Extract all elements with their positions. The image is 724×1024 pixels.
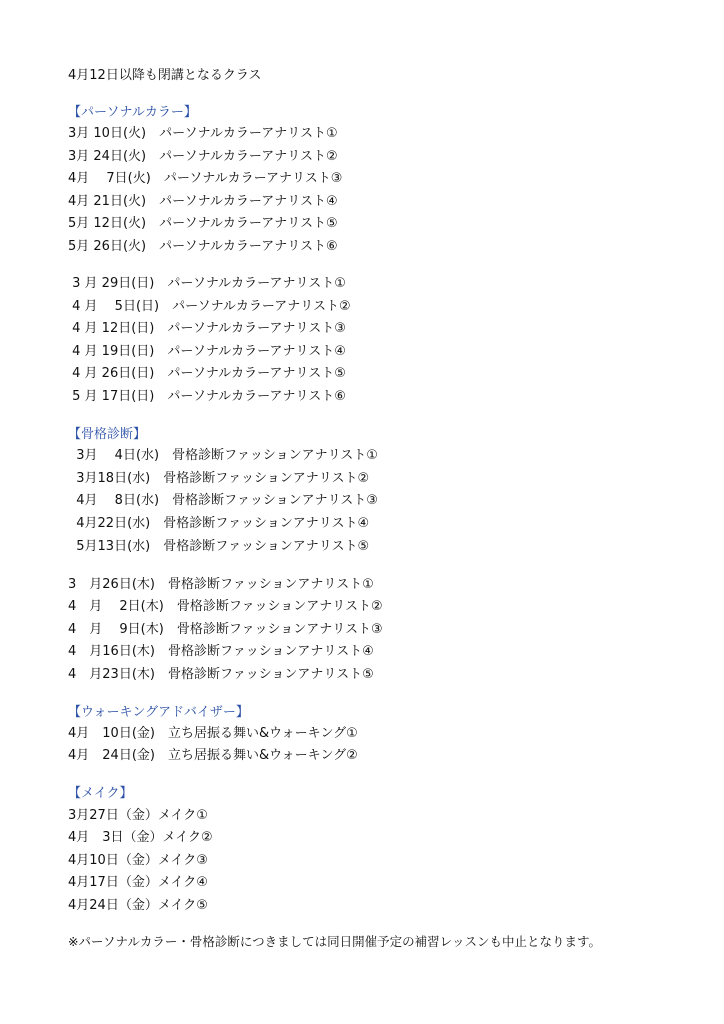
schedule-line: 5月 26日(火) パーソナルカラーアナリスト⑥ bbox=[68, 239, 338, 254]
schedule-line: 4 月 19日(日) パーソナルカラーアナリスト④ bbox=[68, 344, 346, 359]
footnote: ※パーソナルカラー・骨格診断につきましては同日開催予定の補習レッスンも中止となります。 bbox=[68, 934, 601, 949]
schedule-line: 4 月16日(木) 骨格診断ファッションアナリスト④ bbox=[68, 644, 374, 659]
schedule-line: 3 月 29日(日) パーソナルカラーアナリスト① bbox=[68, 276, 346, 291]
schedule-line: 4月 8日(水) 骨格診断ファッションアナリスト③ bbox=[68, 493, 378, 508]
schedule-line: 3月27日（金）メイク① bbox=[68, 808, 208, 823]
schedule-line: 4 月 2日(木) 骨格診断ファッションアナリスト② bbox=[68, 599, 383, 614]
schedule-line: 5 月 17日(日) パーソナルカラーアナリスト⑥ bbox=[68, 389, 346, 404]
page-heading: 4月12日以降も閉講となるクラス bbox=[68, 68, 262, 83]
schedule-line: 4 月 26日(日) パーソナルカラーアナリスト⑤ bbox=[68, 366, 346, 381]
schedule-line: 4 月 12日(日) パーソナルカラーアナリスト③ bbox=[68, 321, 346, 336]
schedule-line: 4 月 5日(日) パーソナルカラーアナリスト② bbox=[68, 299, 351, 314]
schedule-line: 3 月26日(木) 骨格診断ファッションアナリスト① bbox=[68, 577, 374, 592]
schedule-line: 4月17日（金）メイク④ bbox=[68, 875, 208, 890]
section-title-personal-color: 【パーソナルカラー】 bbox=[68, 105, 197, 120]
schedule-line: 4月24日（金）メイク⑤ bbox=[68, 898, 208, 913]
schedule-line: 3月 10日(火) パーソナルカラーアナリスト① bbox=[68, 126, 338, 141]
section-title-skeletal-diagnosis: 【骨格診断】 bbox=[68, 427, 147, 442]
schedule-line: 3月 4日(水) 骨格診断ファッションアナリスト① bbox=[68, 448, 378, 463]
schedule-line: 5月 12日(火) パーソナルカラーアナリスト⑤ bbox=[68, 216, 338, 231]
schedule-line: 4月 10日(金) 立ち居振る舞い&ウォーキング① bbox=[68, 726, 358, 741]
schedule-line: 4月10日（金）メイク③ bbox=[68, 853, 208, 868]
schedule-line: 4月 3日（金）メイク② bbox=[68, 830, 213, 845]
schedule-line: 4月22日(水) 骨格診断ファッションアナリスト④ bbox=[68, 516, 370, 531]
schedule-line: 4月 21日(火) パーソナルカラーアナリスト④ bbox=[68, 194, 338, 209]
schedule-line: 3月18日(水) 骨格診断ファッションアナリスト② bbox=[68, 471, 370, 486]
section-title-walking-advisor: 【ウォーキングアドバイザー】 bbox=[68, 705, 249, 720]
schedule-line: 4 月23日(木) 骨格診断ファッションアナリスト⑤ bbox=[68, 667, 374, 682]
schedule-line: 4 月 9日(木) 骨格診断ファッションアナリスト③ bbox=[68, 622, 383, 637]
schedule-line: 4月 7日(火) パーソナルカラーアナリスト③ bbox=[68, 171, 343, 186]
section-title-makeup: 【メイク】 bbox=[68, 786, 133, 801]
schedule-line: 4月 24日(金) 立ち居振る舞い&ウォーキング② bbox=[68, 748, 358, 763]
schedule-line: 5月13日(水) 骨格診断ファッションアナリスト⑤ bbox=[68, 539, 370, 554]
schedule-line: 3月 24日(火) パーソナルカラーアナリスト② bbox=[68, 149, 338, 164]
